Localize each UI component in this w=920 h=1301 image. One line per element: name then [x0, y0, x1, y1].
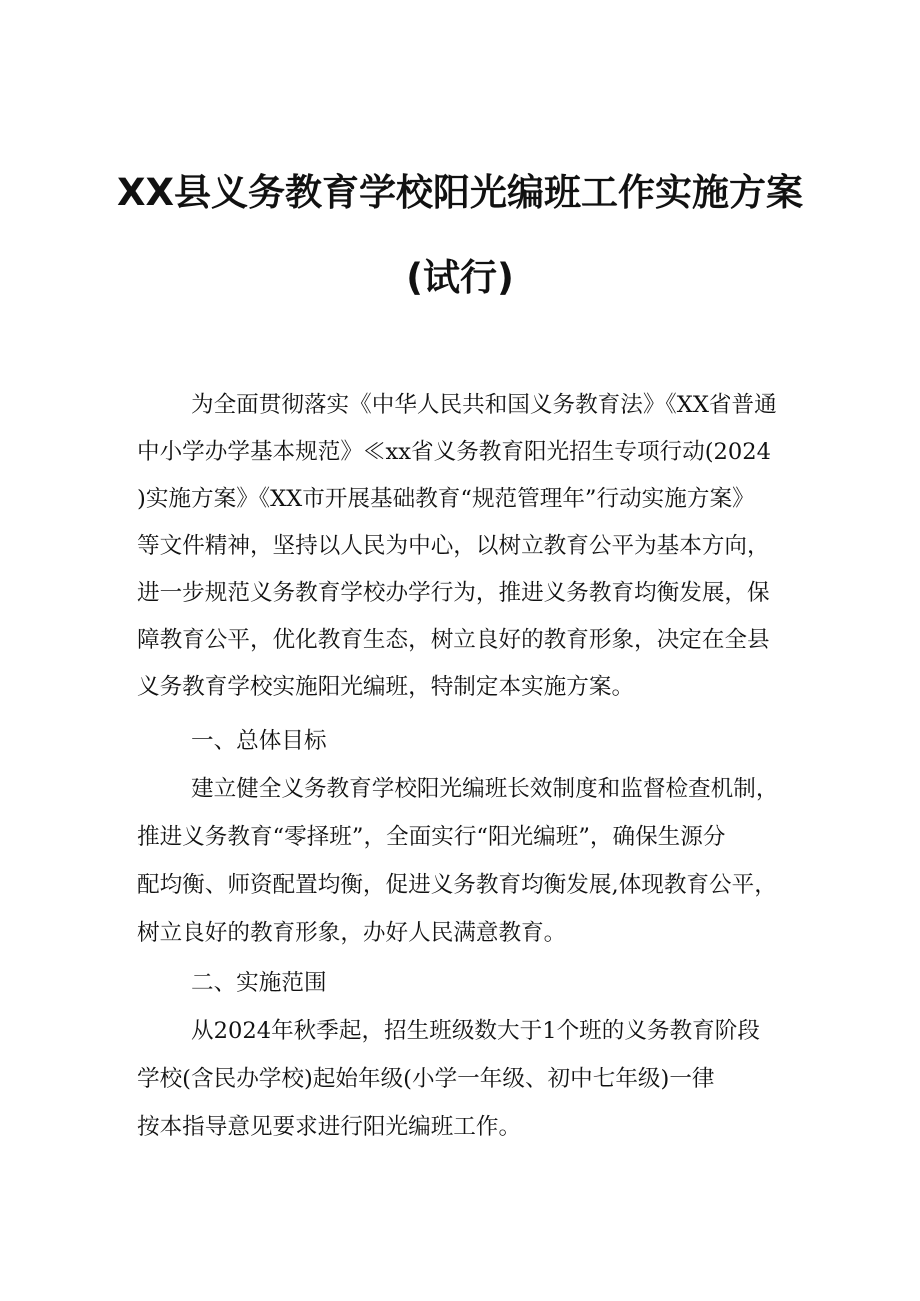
document-title: XX县义务教育学校阳光编班工作实施方案 [116, 171, 804, 214]
paragraph-line: 按本指导意见要求进行阳光编班工作。 [137, 1114, 522, 1140]
paragraph-line: 为全面贯彻落实《中华人民共和国义务教育法》《XX省普通 [191, 392, 777, 418]
section-heading: 二、实施范围 [191, 970, 327, 996]
paragraph-line: )实施方案》《XX市开展基础教育“规范管理年”行动实施方案》 [137, 486, 755, 512]
paragraph-line: 推进义务教育“零择班”，全面实行“阳光编班”，确保生源分 [137, 824, 726, 850]
paragraph-line: 配均衡、师资配置均衡，促进义务教育均衡发展,体现教育公平， [137, 872, 777, 898]
paragraph-line: 中小学办学基本规范》≪xx省义务教育阳光招生专项行动(2024 [137, 439, 772, 465]
paragraph-line: 进一步规范义务教育学校办学行为，推进义务教育均衡发展，保 [137, 580, 770, 606]
paragraph-line: 学校(含民办学校)起始年级(小学一年级、初中七年级)一律 [137, 1066, 715, 1092]
paragraph-line: 等文件精神，坚持以人民为中心，以树立教育公平为基本方向， [137, 533, 770, 559]
document-subtitle: (试行) [406, 256, 514, 299]
section-heading: 一、总体目标 [191, 728, 327, 754]
paragraph-line: 义务教育学校实施阳光编班，特制定本实施方案。 [137, 674, 635, 700]
paragraph-line: 从2024年秋季起，招生班级数大于1个班的义务教育阶段 [191, 1018, 760, 1044]
paragraph-line: 树立良好的教育形象，办好人民满意教育。 [137, 920, 567, 946]
paragraph-line: 障教育公平，优化教育生态，树立良好的教育形象，决定在全县 [137, 627, 770, 653]
paragraph-line: 建立健全义务教育学校阳光编班长效制度和监督检查机制， [191, 776, 779, 802]
